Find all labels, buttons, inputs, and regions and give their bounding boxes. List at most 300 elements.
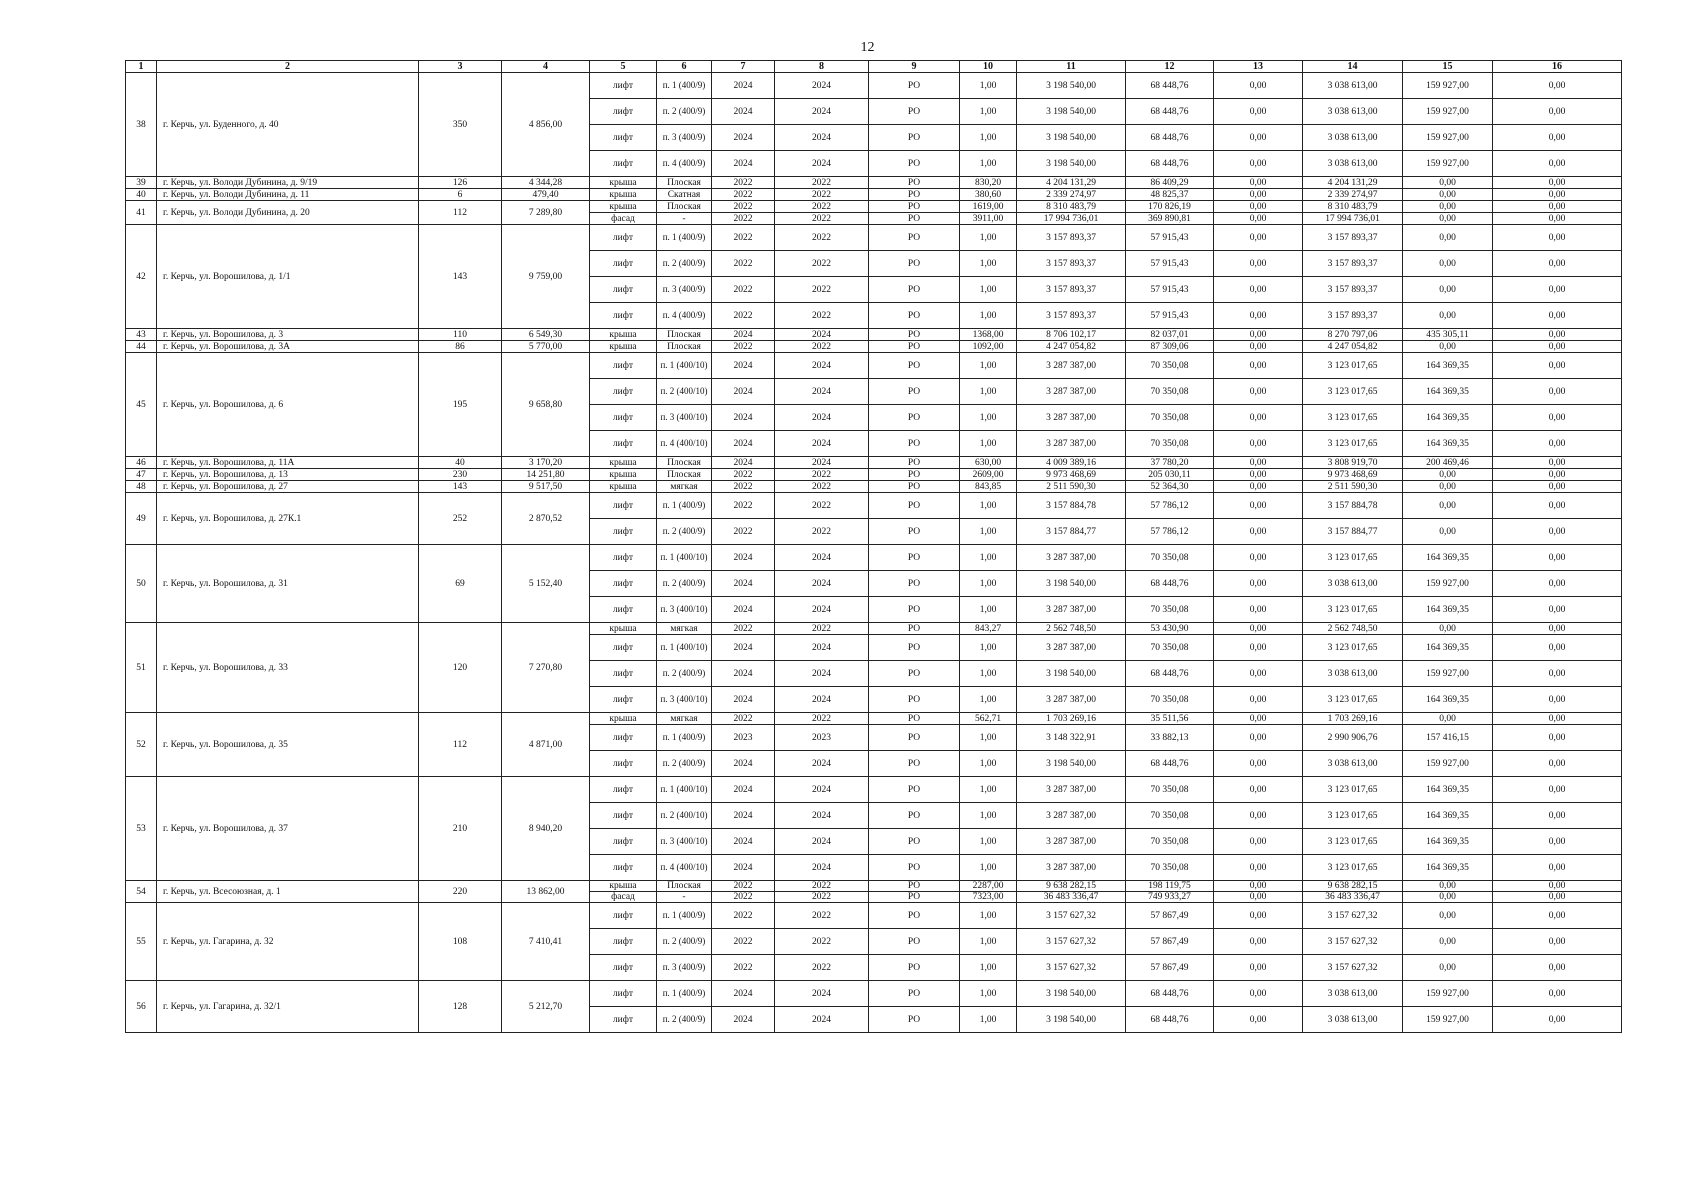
table-cell: 3 287 387,00: [1017, 405, 1126, 431]
table-cell: 5 152,40: [502, 545, 590, 623]
table-cell: Плоская: [657, 881, 712, 892]
table-cell: 630,00: [960, 457, 1017, 469]
table-cell: 49: [126, 493, 157, 545]
table-cell: 2022: [712, 481, 775, 493]
table-cell: 2022: [775, 903, 869, 929]
table-cell: 36 483 336,47: [1303, 892, 1403, 903]
table-cell: 48: [126, 481, 157, 493]
table-cell: 3 170,20: [502, 457, 590, 469]
table-cell: 0,00: [1214, 955, 1303, 981]
table-cell: 0,00: [1403, 519, 1493, 545]
table-cell: РО: [869, 881, 960, 892]
table-cell: 1,00: [960, 125, 1017, 151]
table-cell: 2024: [712, 431, 775, 457]
table-row: [126, 73, 1622, 99]
table-cell: 86: [419, 341, 502, 353]
table-cell: 2024: [775, 635, 869, 661]
table-cell: 1,00: [960, 405, 1017, 431]
column-header: 5: [590, 61, 657, 73]
table-cell: РО: [869, 251, 960, 277]
table-cell: 3 157 893,37: [1017, 277, 1126, 303]
table-cell: 0,00: [1403, 177, 1493, 189]
table-cell: 1,00: [960, 725, 1017, 751]
column-header: 1: [126, 61, 157, 73]
table-cell: 0,00: [1493, 431, 1622, 457]
table-cell: 2022: [775, 177, 869, 189]
table-cell: 2022: [775, 225, 869, 251]
table-cell: 0,00: [1493, 545, 1622, 571]
table-cell: 3 123 017,65: [1303, 855, 1403, 881]
table-cell: 0,00: [1214, 519, 1303, 545]
table-cell: 0,00: [1403, 929, 1493, 955]
table-cell: 8 940,20: [502, 777, 590, 881]
table-cell: 2 870,52: [502, 493, 590, 545]
table-cell: 70 350,08: [1126, 597, 1214, 623]
table-cell: 39: [126, 177, 157, 189]
table-cell: 0,00: [1214, 469, 1303, 481]
table-cell: 2024: [712, 661, 775, 687]
table-cell: 2022: [775, 623, 869, 635]
table-cell: -: [657, 892, 712, 903]
table-cell: РО: [869, 597, 960, 623]
table-cell: 9 658,80: [502, 353, 590, 457]
table-cell: 0,00: [1403, 277, 1493, 303]
table-cell: 1092,00: [960, 341, 1017, 353]
table-cell: 2024: [712, 99, 775, 125]
table-cell: 2024: [712, 981, 775, 1007]
table-cell: 198 119,75: [1126, 881, 1214, 892]
table-cell: 3 157 884,78: [1303, 493, 1403, 519]
table-cell: 2609,00: [960, 469, 1017, 481]
table-cell: 2024: [712, 829, 775, 855]
table-row: [126, 903, 1622, 929]
table-cell: 0,00: [1214, 623, 1303, 635]
table-cell: 220: [419, 881, 502, 903]
table-cell: 0,00: [1493, 571, 1622, 597]
table-cell: 159 927,00: [1403, 981, 1493, 1007]
table-cell: 0,00: [1214, 225, 1303, 251]
table-cell: РО: [869, 277, 960, 303]
table-cell: 0,00: [1493, 341, 1622, 353]
table-cell: 1,00: [960, 777, 1017, 803]
table-cell: 3 157 884,77: [1017, 519, 1126, 545]
table-cell: 2022: [712, 713, 775, 725]
table-cell: 112: [419, 713, 502, 777]
table-cell: 3 157 884,77: [1303, 519, 1403, 545]
table-cell: 3 198 540,00: [1017, 981, 1126, 1007]
table-cell: крыша: [590, 469, 657, 481]
column-header: 14: [1303, 61, 1403, 73]
table-cell: 50: [126, 545, 157, 623]
table-cell: РО: [869, 353, 960, 379]
table-row: [126, 457, 1622, 469]
table-cell: 2 990 906,76: [1303, 725, 1403, 751]
table-cell: 3 123 017,65: [1303, 379, 1403, 405]
table-cell: лифт: [590, 829, 657, 855]
table-cell: 2022: [775, 481, 869, 493]
table-cell: 2022: [775, 892, 869, 903]
table-cell: 2024: [775, 777, 869, 803]
table-cell: лифт: [590, 803, 657, 829]
table-cell: 3 148 322,91: [1017, 725, 1126, 751]
table-cell: 3 287 387,00: [1017, 777, 1126, 803]
table-cell: 3 038 613,00: [1303, 73, 1403, 99]
table-cell: 1,00: [960, 151, 1017, 177]
table-cell: 3 123 017,65: [1303, 777, 1403, 803]
table-cell: лифт: [590, 635, 657, 661]
table-cell: 2024: [775, 125, 869, 151]
table-cell: 1,00: [960, 73, 1017, 99]
table-cell: 2022: [712, 225, 775, 251]
table-cell: 1,00: [960, 661, 1017, 687]
table-cell: 45: [126, 353, 157, 457]
table-cell: 0,00: [1493, 73, 1622, 99]
table-cell: РО: [869, 481, 960, 493]
table-cell: лифт: [590, 929, 657, 955]
column-header: 4: [502, 61, 590, 73]
table-cell: 9 759,00: [502, 225, 590, 329]
table-cell: РО: [869, 177, 960, 189]
table-cell: 0,00: [1214, 125, 1303, 151]
table-cell: 2024: [712, 1007, 775, 1033]
table-cell: 3 038 613,00: [1303, 751, 1403, 777]
table-cell: 2022: [712, 189, 775, 201]
table-cell: 0,00: [1493, 519, 1622, 545]
table-cell: лифт: [590, 251, 657, 277]
table-cell: 157 416,15: [1403, 725, 1493, 751]
table-cell: 205 030,11: [1126, 469, 1214, 481]
table-cell: лифт: [590, 751, 657, 777]
table-cell: 0,00: [1214, 597, 1303, 623]
table-cell: 0,00: [1214, 751, 1303, 777]
table-cell: 4 247 054,82: [1017, 341, 1126, 353]
table-cell: 6 549,30: [502, 329, 590, 341]
table-cell: г. Керчь, ул. Гагарина, д. 32/1: [157, 981, 419, 1033]
table-cell: 0,00: [1493, 623, 1622, 635]
table-cell: 6: [419, 189, 502, 201]
table-cell: 0,00: [1214, 687, 1303, 713]
table-cell: 0,00: [1493, 493, 1622, 519]
table-cell: 57 915,43: [1126, 251, 1214, 277]
table-cell: 3 287 387,00: [1017, 687, 1126, 713]
table-cell: лифт: [590, 777, 657, 803]
table-cell: 52 364,30: [1126, 481, 1214, 493]
table-cell: 0,00: [1493, 687, 1622, 713]
table-cell: 3 198 540,00: [1017, 751, 1126, 777]
table-cell: РО: [869, 955, 960, 981]
table-cell: 159 927,00: [1403, 99, 1493, 125]
table-cell: 0,00: [1214, 431, 1303, 457]
table-cell: 68 448,76: [1126, 981, 1214, 1007]
table-cell: 2022: [775, 277, 869, 303]
table-cell: п. 1 (400/9): [657, 225, 712, 251]
table-cell: РО: [869, 892, 960, 903]
table-cell: 0,00: [1493, 481, 1622, 493]
table-cell: 2022: [775, 713, 869, 725]
table-cell: 68 448,76: [1126, 99, 1214, 125]
table-cell: 70 350,08: [1126, 855, 1214, 881]
table-cell: 1,00: [960, 855, 1017, 881]
table-cell: п. 2 (400/9): [657, 99, 712, 125]
table-cell: 2024: [712, 329, 775, 341]
table-cell: 128: [419, 981, 502, 1033]
table-cell: 0,00: [1493, 597, 1622, 623]
table-cell: г. Керчь, ул. Ворошилова, д. 13: [157, 469, 419, 481]
table-cell: 57 867,49: [1126, 903, 1214, 929]
table-cell: 70 350,08: [1126, 635, 1214, 661]
table-cell: 0,00: [1403, 303, 1493, 329]
table-cell: 0,00: [1214, 661, 1303, 687]
table-cell: 159 927,00: [1403, 751, 1493, 777]
table-row: [126, 225, 1622, 251]
column-header: 9: [869, 61, 960, 73]
table-cell: 57 786,12: [1126, 493, 1214, 519]
table-cell: 8 270 797,06: [1303, 329, 1403, 341]
table-cell: 170 826,19: [1126, 201, 1214, 213]
table-cell: 1,00: [960, 829, 1017, 855]
table-cell: п. 1 (400/9): [657, 903, 712, 929]
table-cell: 9 638 282,15: [1017, 881, 1126, 892]
table-cell: п. 3 (400/10): [657, 829, 712, 855]
table-cell: 3 157 627,32: [1303, 955, 1403, 981]
table-cell: 479,40: [502, 189, 590, 201]
table-cell: -: [657, 213, 712, 225]
table-cell: крыша: [590, 201, 657, 213]
table-cell: 57 867,49: [1126, 929, 1214, 955]
table-cell: лифт: [590, 151, 657, 177]
table-cell: 2022: [775, 493, 869, 519]
table-cell: лифт: [590, 99, 657, 125]
table-cell: 562,71: [960, 713, 1017, 725]
table-cell: 0,00: [1214, 929, 1303, 955]
table-cell: 0,00: [1214, 713, 1303, 725]
table-cell: 8 706 102,17: [1017, 329, 1126, 341]
table-cell: 42: [126, 225, 157, 329]
table-cell: лифт: [590, 571, 657, 597]
column-header: 8: [775, 61, 869, 73]
table-cell: 0,00: [1493, 151, 1622, 177]
table-cell: 143: [419, 481, 502, 493]
table-cell: РО: [869, 1007, 960, 1033]
table-cell: 0,00: [1493, 725, 1622, 751]
table-cell: РО: [869, 99, 960, 125]
table-cell: 0,00: [1493, 329, 1622, 341]
table-cell: 70 350,08: [1126, 353, 1214, 379]
table-cell: 2022: [775, 251, 869, 277]
table-cell: 0,00: [1493, 213, 1622, 225]
table-cell: 1 703 269,16: [1017, 713, 1126, 725]
table-cell: п. 2 (400/10): [657, 803, 712, 829]
table-cell: 43: [126, 329, 157, 341]
table-cell: п. 1 (400/10): [657, 353, 712, 379]
table-cell: 2022: [775, 341, 869, 353]
table-row: [126, 545, 1622, 571]
table-cell: 2024: [712, 635, 775, 661]
table-cell: 1,00: [960, 545, 1017, 571]
table-cell: РО: [869, 329, 960, 341]
table-cell: лифт: [590, 379, 657, 405]
table-cell: 164 369,35: [1403, 545, 1493, 571]
table-cell: 2287,00: [960, 881, 1017, 892]
column-header: 2: [157, 61, 419, 73]
table-cell: 1,00: [960, 981, 1017, 1007]
table-cell: 2022: [712, 177, 775, 189]
table-cell: 47: [126, 469, 157, 481]
table-cell: Плоская: [657, 329, 712, 341]
table-row: [126, 713, 1622, 725]
table-cell: 0,00: [1214, 73, 1303, 99]
table-cell: 0,00: [1493, 379, 1622, 405]
table-cell: 1,00: [960, 635, 1017, 661]
table-cell: 36 483 336,47: [1017, 892, 1126, 903]
table-cell: лифт: [590, 431, 657, 457]
table-cell: 70 350,08: [1126, 405, 1214, 431]
table-cell: 3 157 893,37: [1017, 251, 1126, 277]
table-cell: п. 3 (400/9): [657, 277, 712, 303]
table-cell: лифт: [590, 597, 657, 623]
table-cell: 2024: [775, 379, 869, 405]
table-cell: лифт: [590, 955, 657, 981]
table-cell: 164 369,35: [1403, 777, 1493, 803]
table-cell: 0,00: [1493, 457, 1622, 469]
table-cell: 0,00: [1493, 201, 1622, 213]
table-cell: 2022: [712, 903, 775, 929]
table-cell: 69: [419, 545, 502, 623]
table-cell: 2022: [712, 881, 775, 892]
table-cell: 0,00: [1403, 481, 1493, 493]
table-cell: п. 3 (400/10): [657, 687, 712, 713]
column-header: 13: [1214, 61, 1303, 73]
table-cell: 2022: [775, 929, 869, 955]
table-cell: 0,00: [1403, 955, 1493, 981]
table-cell: п. 3 (400/10): [657, 405, 712, 431]
table-cell: Плоская: [657, 469, 712, 481]
table-cell: РО: [869, 519, 960, 545]
table-cell: 68 448,76: [1126, 751, 1214, 777]
table-cell: 8 310 483,79: [1303, 201, 1403, 213]
table-cell: 2022: [775, 201, 869, 213]
table-cell: 830,20: [960, 177, 1017, 189]
table-cell: г. Керчь, ул. Ворошилова, д. 3: [157, 329, 419, 341]
table-cell: РО: [869, 623, 960, 635]
table-cell: 1,00: [960, 803, 1017, 829]
table-cell: 120: [419, 623, 502, 713]
table-cell: 3 038 613,00: [1303, 661, 1403, 687]
table-cell: РО: [869, 545, 960, 571]
table-cell: 3 198 540,00: [1017, 661, 1126, 687]
table-cell: 1,00: [960, 1007, 1017, 1033]
table-cell: 3 198 540,00: [1017, 99, 1126, 125]
column-header: 7: [712, 61, 775, 73]
table-cell: 3 287 387,00: [1017, 597, 1126, 623]
table-cell: 1,00: [960, 751, 1017, 777]
table-cell: 1,00: [960, 277, 1017, 303]
table-cell: 3 287 387,00: [1017, 379, 1126, 405]
table-cell: мягкая: [657, 713, 712, 725]
table-cell: 164 369,35: [1403, 855, 1493, 881]
table-cell: 3 157 893,37: [1303, 251, 1403, 277]
table-cell: 2 562 748,50: [1017, 623, 1126, 635]
table-cell: 0,00: [1214, 213, 1303, 225]
table-cell: 0,00: [1403, 469, 1493, 481]
table-cell: РО: [869, 687, 960, 713]
table-cell: 2022: [775, 189, 869, 201]
table-cell: 4 204 131,29: [1303, 177, 1403, 189]
table-cell: РО: [869, 457, 960, 469]
table-cell: 164 369,35: [1403, 353, 1493, 379]
table-cell: п. 1 (400/9): [657, 73, 712, 99]
table-cell: п. 2 (400/9): [657, 519, 712, 545]
table-cell: 70 350,08: [1126, 803, 1214, 829]
table-cell: 2023: [775, 725, 869, 751]
table-cell: 2024: [775, 751, 869, 777]
table-cell: 0,00: [1214, 903, 1303, 929]
table-cell: г. Керчь, ул. Буденного, д. 40: [157, 73, 419, 177]
table-cell: Плоская: [657, 341, 712, 353]
table-cell: 0,00: [1214, 481, 1303, 493]
table-cell: г. Керчь, ул. Ворошилова, д. 31: [157, 545, 419, 623]
table-cell: лифт: [590, 225, 657, 251]
table-cell: 1,00: [960, 519, 1017, 545]
table-cell: 70 350,08: [1126, 379, 1214, 405]
table-cell: 164 369,35: [1403, 597, 1493, 623]
table-cell: лифт: [590, 353, 657, 379]
table-cell: 0,00: [1214, 405, 1303, 431]
table-cell: 2022: [712, 213, 775, 225]
table-cell: 159 927,00: [1403, 73, 1493, 99]
table-cell: 2 511 590,30: [1303, 481, 1403, 493]
table-cell: 843,27: [960, 623, 1017, 635]
table-cell: 0,00: [1403, 251, 1493, 277]
column-header: 10: [960, 61, 1017, 73]
table-cell: 0,00: [1493, 777, 1622, 803]
table-cell: 0,00: [1214, 379, 1303, 405]
table-cell: 68 448,76: [1126, 151, 1214, 177]
table-cell: 2022: [775, 469, 869, 481]
table-cell: 159 927,00: [1403, 1007, 1493, 1033]
table-cell: 0,00: [1214, 881, 1303, 892]
table-row: [126, 201, 1622, 213]
table-cell: 7 289,80: [502, 201, 590, 225]
table-cell: РО: [869, 777, 960, 803]
table-cell: 70 350,08: [1126, 829, 1214, 855]
table-cell: 7323,00: [960, 892, 1017, 903]
table-cell: 2022: [712, 519, 775, 545]
table-cell: 44: [126, 341, 157, 353]
table-cell: 0,00: [1214, 571, 1303, 597]
table-cell: 1,00: [960, 903, 1017, 929]
table-cell: 749 933,27: [1126, 892, 1214, 903]
table-cell: 164 369,35: [1403, 405, 1493, 431]
table-cell: г. Керчь, ул. Ворошилова, д. 27К.1: [157, 493, 419, 545]
table-cell: 3 157 893,37: [1303, 277, 1403, 303]
table-cell: 0,00: [1214, 303, 1303, 329]
table-cell: крыша: [590, 457, 657, 469]
table-cell: 57 915,43: [1126, 225, 1214, 251]
table-cell: 159 927,00: [1403, 571, 1493, 597]
table-cell: Плоская: [657, 177, 712, 189]
table-cell: 13 862,00: [502, 881, 590, 903]
table-cell: РО: [869, 189, 960, 201]
table-cell: 4 344,28: [502, 177, 590, 189]
table-cell: 126: [419, 177, 502, 189]
table-cell: 7 270,80: [502, 623, 590, 713]
table-cell: 164 369,35: [1403, 379, 1493, 405]
table-cell: мягкая: [657, 481, 712, 493]
table-cell: 0,00: [1403, 903, 1493, 929]
table-cell: 2024: [712, 855, 775, 881]
table-cell: г. Керчь, ул. Володи Дубинина, д. 20: [157, 201, 419, 225]
